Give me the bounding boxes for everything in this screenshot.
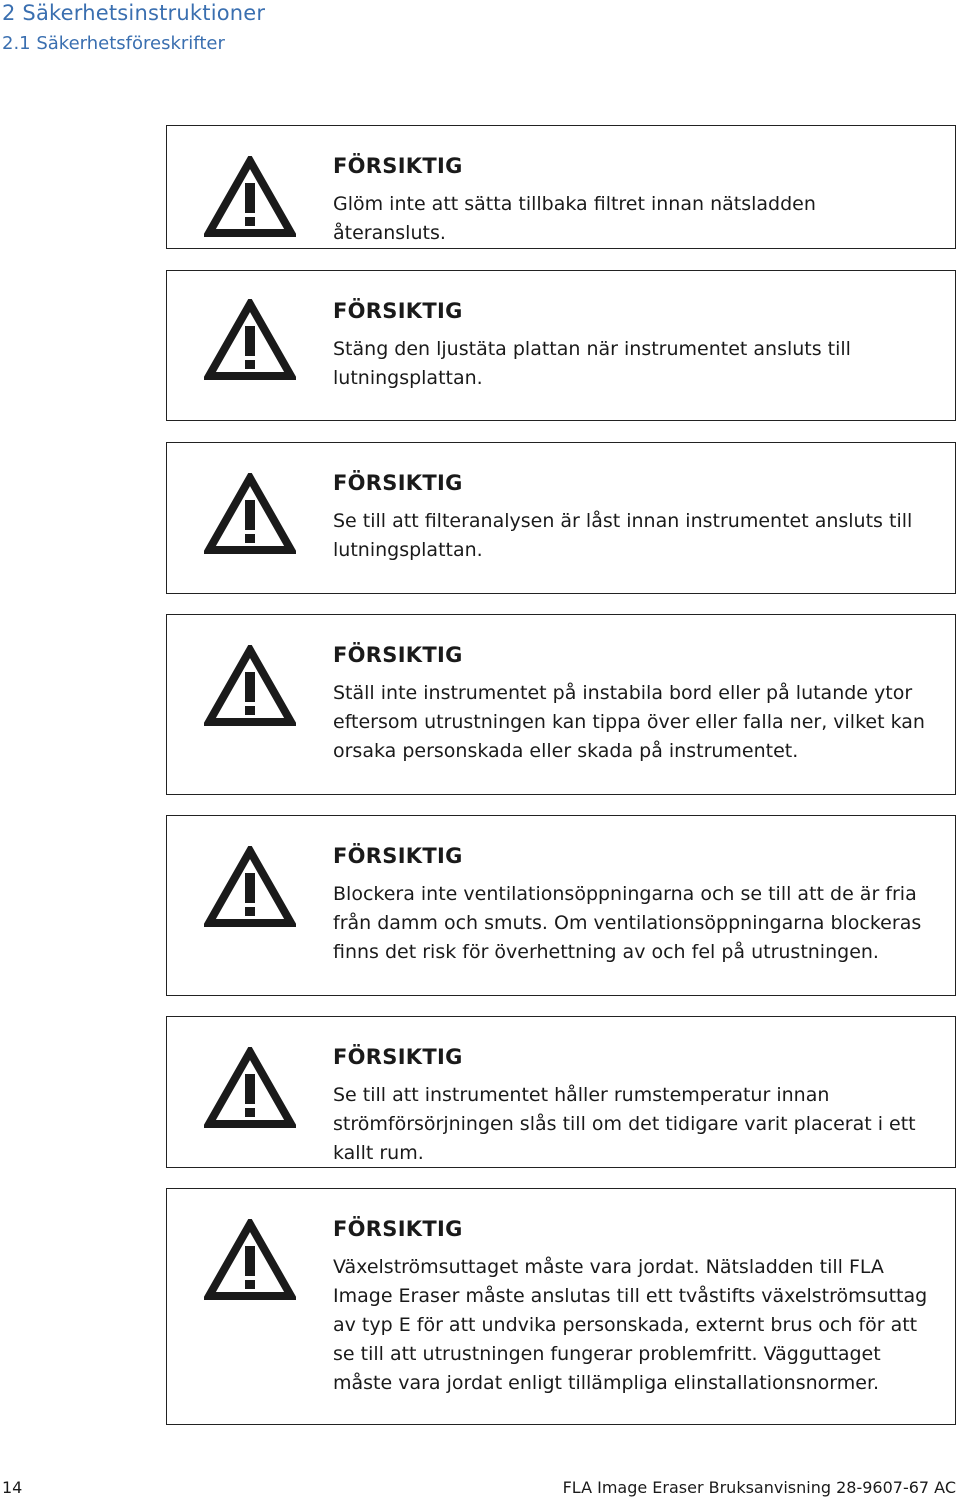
notice-heading: FÖRSIKTIG — [333, 299, 463, 323]
caution-notice — [166, 442, 956, 594]
caution-notice — [166, 1188, 956, 1425]
caution-notice — [166, 1016, 956, 1168]
notice-heading: FÖRSIKTIG — [333, 471, 463, 495]
notice-text: Växelströmsuttaget måste vara jordat. Nätsladden till FLA Image Eraser måste anslutas till ett tvåstifts växelströmsuttag av typ E för att undvika personskada, externt brus och för att se till att utrustningen fungerar problemfritt. Vägguttaget måste vara jordat enligt tillämpliga elinstallationsnormer. — [333, 1256, 928, 1394]
notice-text: Se till att instrumentet håller rumstemperatur innan strömförsörjningen slås till om det tidigare varit placerat i ett kallt rum. — [333, 1084, 916, 1164]
warning-triangle-icon — [204, 846, 296, 928]
caution-notice — [166, 125, 956, 249]
warning-triangle-icon — [204, 299, 296, 381]
notice-heading: FÖRSIKTIG — [333, 844, 463, 868]
notice-heading: FÖRSIKTIG — [333, 1045, 463, 1069]
warning-triangle-icon — [204, 156, 296, 238]
notice-text: Ställ inte instrumentet på instabila bord eller på lutande ytor eftersom utrustningen kan tippa över eller falla ner, vilket kan orsaka personskada eller skada på instrumentet. — [333, 682, 925, 762]
caution-notice — [166, 270, 956, 421]
notice-text: Se till att filteranalysen är låst innan instrumentet ansluts till lutningsplattan. — [333, 510, 913, 561]
chapter-title: 2 Säkerhetsinstruktioner — [2, 1, 266, 25]
caution-notice — [166, 614, 956, 795]
notice-heading: FÖRSIKTIG — [333, 1217, 463, 1241]
notice-text: Stäng den ljustäta plattan när instrumentet ansluts till lutningsplattan. — [333, 338, 851, 389]
notice-heading: FÖRSIKTIG — [333, 643, 463, 667]
notice-heading: FÖRSIKTIG — [333, 154, 463, 178]
page-number: 14 — [2, 1478, 23, 1497]
notice-text: Glöm inte att sätta tillbaka filtret innan nätsladden återansluts. — [333, 193, 816, 244]
warning-triangle-icon — [204, 473, 296, 555]
warning-triangle-icon — [204, 645, 296, 727]
document-identifier: FLA Image Eraser Bruksanvisning 28-9607-67 AC — [562, 1478, 956, 1497]
section-title: 2.1 Säkerhetsföreskrifter — [2, 33, 225, 54]
warning-triangle-icon — [204, 1047, 296, 1129]
warning-triangle-icon — [204, 1219, 296, 1301]
caution-notice — [166, 815, 956, 996]
notice-text: Blockera inte ventilationsöppningarna och se till att de är fria från damm och smuts. Om ventilationsöppningarna blockeras finns det risk för överhettning av och fel på utrustningen. — [333, 883, 922, 963]
